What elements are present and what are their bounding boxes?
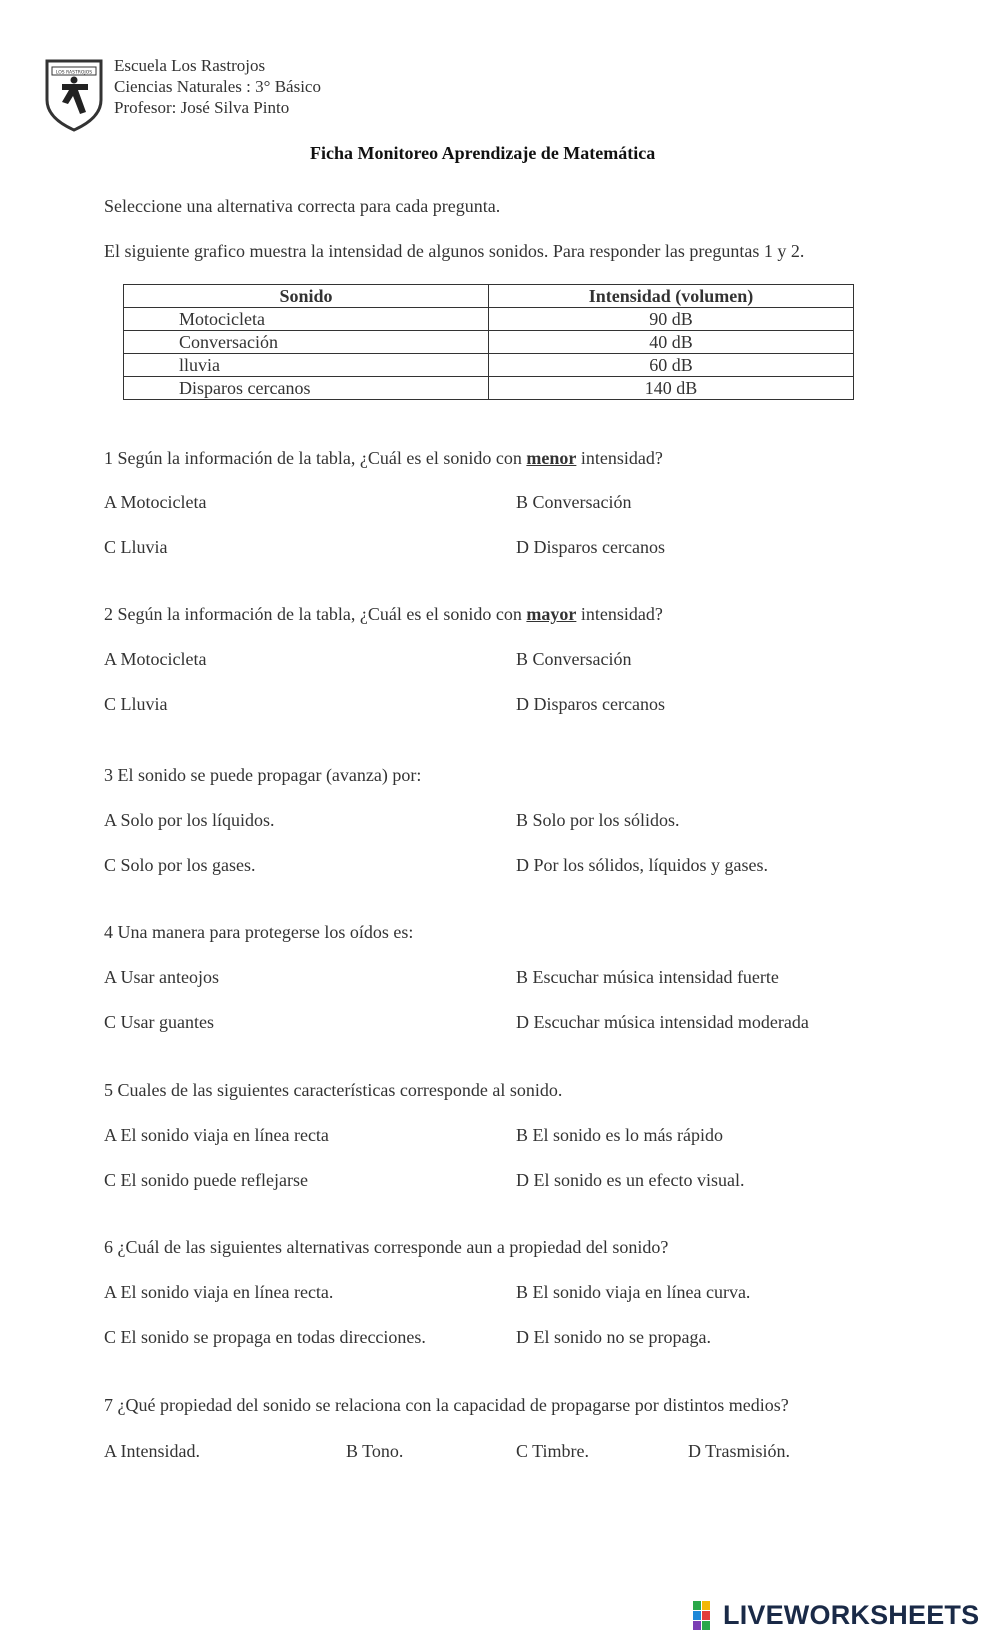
liveworksheets-text: LIVEWORKSHEETS bbox=[723, 1600, 980, 1630]
q4-option-d[interactable]: D Escuchar música intensidad moderada bbox=[516, 1012, 809, 1032]
liveworksheets-icon bbox=[693, 1601, 719, 1631]
column-header-intensity: Intensidad (volumen) bbox=[489, 285, 854, 308]
table-row bbox=[124, 331, 854, 354]
question-2-text-end: intensidad? bbox=[576, 604, 663, 624]
subject-line: Ciencias Naturales : 3° Básico bbox=[114, 77, 321, 96]
q3-option-a[interactable]: A Solo por los líquidos. bbox=[104, 810, 275, 830]
table-cell-sound: Motocicleta bbox=[124, 308, 489, 331]
q1-option-c[interactable]: C Lluvia bbox=[104, 537, 168, 557]
table-cell-intensity: 60 dB bbox=[489, 354, 854, 377]
question-7: 7 ¿Qué propiedad del sonido se relaciona con la capacidad de propagarse por distintos medios? bbox=[104, 1395, 789, 1415]
q2-option-b[interactable]: B Conversación bbox=[516, 649, 632, 669]
q4-option-b[interactable]: B Escuchar música intensidad fuerte bbox=[516, 967, 779, 987]
q7-option-b[interactable]: B Tono. bbox=[346, 1441, 404, 1461]
q6-option-c[interactable]: C El sonido se propaga en todas direcciones. bbox=[104, 1327, 426, 1347]
table-row bbox=[124, 308, 854, 331]
page-title: Ficha Monitoreo Aprendizaje de Matemática bbox=[310, 143, 656, 163]
q7-option-c[interactable]: C Timbre. bbox=[516, 1441, 590, 1461]
table-row bbox=[124, 354, 854, 377]
table-cell-intensity: 40 dB bbox=[489, 331, 854, 354]
instruction-text: Seleccione una alternativa correcta para cada pregunta. bbox=[104, 196, 501, 216]
school-logo bbox=[44, 58, 104, 133]
q6-option-b[interactable]: B El sonido viaja en línea curva. bbox=[516, 1282, 751, 1302]
question-5: 5 Cuales de las siguientes características corresponde al sonido. bbox=[104, 1080, 563, 1100]
question-1 bbox=[104, 448, 663, 469]
question-1-text-start: 1 Según la información de la tabla, ¿Cuál es el sonido con bbox=[104, 448, 527, 468]
q3-option-d[interactable]: D Por los sólidos, líquidos y gases. bbox=[516, 855, 769, 875]
q2-option-d[interactable]: D Disparos cercanos bbox=[516, 694, 665, 714]
q7-option-d[interactable]: D Trasmisión. bbox=[688, 1441, 791, 1461]
question-1-emphasis: menor bbox=[526, 448, 577, 468]
q2-option-c[interactable]: C Lluvia bbox=[104, 694, 168, 714]
table-cell-sound: Disparos cercanos bbox=[124, 377, 489, 400]
question-2 bbox=[104, 604, 663, 625]
sound-intensity-table bbox=[123, 284, 854, 400]
q1-option-a[interactable]: A Motocicleta bbox=[104, 492, 207, 512]
question-3: 3 El sonido se puede propagar (avanza) por: bbox=[104, 765, 422, 785]
school-name: Escuela Los Rastrojos bbox=[114, 56, 266, 75]
table-row bbox=[124, 377, 854, 400]
q1-option-b[interactable]: B Conversación bbox=[516, 492, 632, 512]
table-cell-intensity: 140 dB bbox=[489, 377, 854, 400]
teacher-line: Profesor: José Silva Pinto bbox=[114, 98, 290, 117]
question-2-emphasis: mayor bbox=[526, 604, 577, 624]
q6-option-d[interactable]: D El sonido no se propaga. bbox=[516, 1327, 711, 1347]
column-header-sound: Sonido bbox=[124, 285, 489, 308]
table-cell-sound: Conversación bbox=[124, 331, 489, 354]
q5-option-a[interactable]: A El sonido viaja en línea recta bbox=[104, 1125, 329, 1145]
q3-option-c[interactable]: C Solo por los gases. bbox=[104, 855, 256, 875]
q1-option-d[interactable]: D Disparos cercanos bbox=[516, 537, 665, 557]
question-2-text-start: 2 Según la información de la tabla, ¿Cuál es el sonido con bbox=[104, 604, 527, 624]
q6-option-a[interactable]: A El sonido viaja en línea recta. bbox=[104, 1282, 334, 1302]
question-4: 4 Una manera para protegerse los oídos es: bbox=[104, 922, 414, 942]
q5-option-b[interactable]: B El sonido es lo más rápido bbox=[516, 1125, 723, 1145]
logo-text: LOS RASTROJOS bbox=[55, 70, 93, 76]
q7-option-a[interactable]: A Intensidad. bbox=[104, 1441, 200, 1461]
question-6: 6 ¿Cuál de las siguientes alternativas corresponde aun a propiedad del sonido? bbox=[104, 1237, 669, 1257]
q4-option-c[interactable]: C Usar guantes bbox=[104, 1012, 214, 1032]
table-cell-sound: lluvia bbox=[124, 354, 489, 377]
intro-text: El siguiente grafico muestra la intensidad de algunos sonidos. Para responder las preguntas 1 y 2. bbox=[104, 241, 805, 261]
q5-option-d[interactable]: D El sonido es un efecto visual. bbox=[516, 1170, 745, 1190]
q3-option-b[interactable]: B Solo por los sólidos. bbox=[516, 810, 680, 830]
q4-option-a[interactable]: A Usar anteojos bbox=[104, 967, 219, 987]
question-1-text-end: intensidad? bbox=[576, 448, 663, 468]
table-header-row bbox=[124, 285, 854, 308]
q5-option-c[interactable]: C El sonido puede reflejarse bbox=[104, 1170, 308, 1190]
q2-option-a[interactable]: A Motocicleta bbox=[104, 649, 207, 669]
table-cell-intensity: 90 dB bbox=[489, 308, 854, 331]
